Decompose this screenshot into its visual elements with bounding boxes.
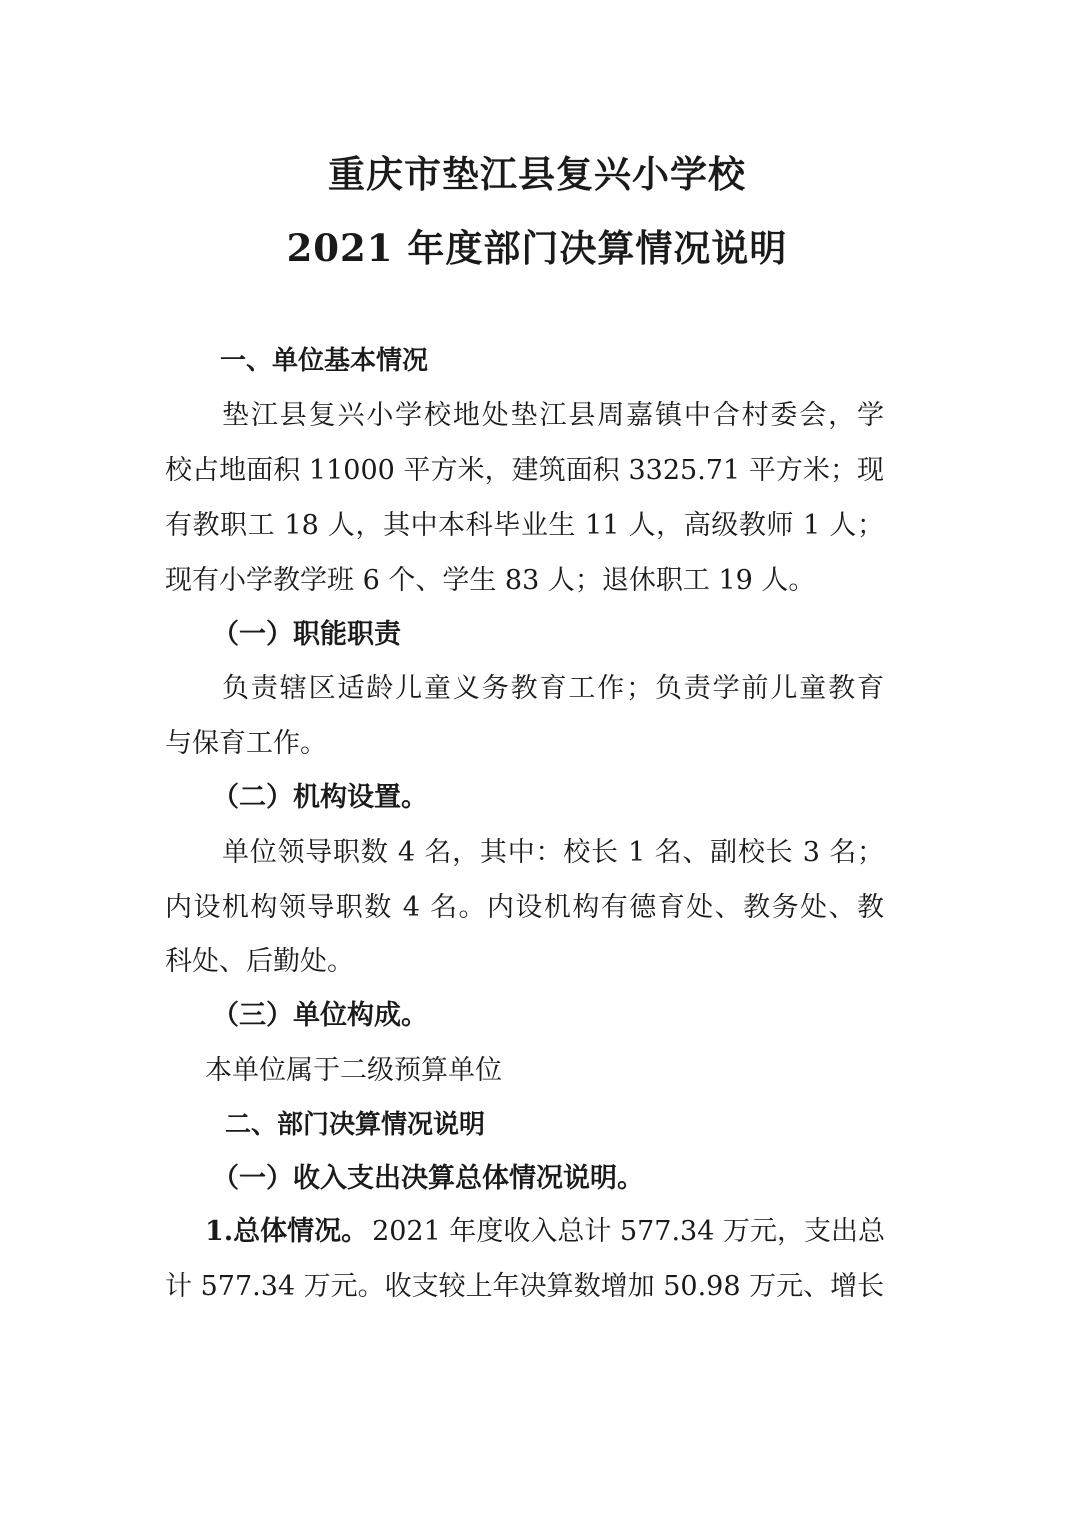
- paragraph-line: 现有小学教学班 6 个、学生 83 人；退休职工 19 人。: [165, 565, 816, 596]
- paragraph-line: 单位领导职数 4 名，其中：校长 1 名、副校长 3 名；: [222, 837, 884, 868]
- document-title-line-1: 重庆市垫江县复兴小学校: [328, 152, 746, 196]
- paragraph-line: 校占地面积 11000 平方米，建筑面积 3325.71 平方米；现: [165, 455, 884, 486]
- paragraph-line: 负责辖区适龄儿童义务教育工作；负责学前儿童教育: [222, 673, 884, 704]
- document-title-line-2: 2021 年度部门决算情况说明: [286, 226, 788, 270]
- paragraph-line: 有教职工 18 人，其中本科毕业生 11 人，高级教师 1 人；: [165, 510, 884, 541]
- paragraph-line: 垫江县复兴小学校地处垫江县周嘉镇中合村委会，学: [222, 400, 884, 431]
- paragraph-line: 计 577.34 万元。收支较上年决算数增加 50.98 万元、增长: [165, 1271, 885, 1302]
- paragraph-line-overall: [205, 1215, 885, 1249]
- paragraph-line: 科处、后勤处。: [165, 946, 354, 977]
- subsection-heading-income-expense: （一）收入支出决算总体情况说明。: [212, 1163, 644, 1194]
- paragraph-line: 内设机构领导职数 4 名。内设机构有德育处、教务处、教: [165, 892, 884, 923]
- paragraph-line: 与保育工作。: [165, 728, 327, 759]
- paragraph-line: 本单位属于二级预算单位: [205, 1055, 502, 1086]
- overall-text: 2021 年度收入总计 577.34 万元，支出总: [372, 1216, 885, 1247]
- subsection-heading-organization: （二）机构设置。: [212, 782, 428, 813]
- subsection-heading-functions: （一）职能职责: [212, 619, 401, 650]
- section-heading-final-accounts: 二、部门决算情况说明: [225, 1110, 486, 1140]
- subsection-heading-composition: （三）单位构成。: [212, 1000, 428, 1031]
- section-heading-basic-info: 一、单位基本情况: [220, 346, 429, 376]
- overall-label: 1.总体情况。: [205, 1216, 369, 1247]
